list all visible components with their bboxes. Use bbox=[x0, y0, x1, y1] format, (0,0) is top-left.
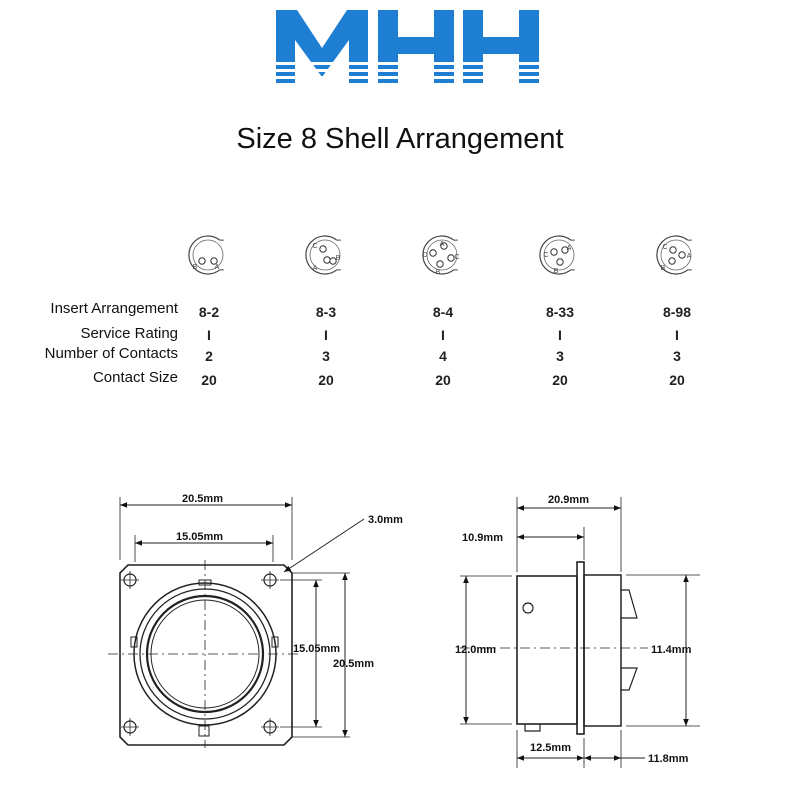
side-knob bbox=[523, 603, 533, 613]
contact-pin bbox=[430, 250, 436, 256]
contact-label: D bbox=[422, 252, 428, 259]
contact-label: A bbox=[686, 253, 692, 260]
contact-label: B bbox=[660, 265, 666, 272]
contact-pin bbox=[199, 258, 205, 264]
connector-face-8-2 bbox=[189, 236, 224, 274]
dim-side-length-rear: 11.8mm bbox=[648, 753, 689, 765]
contact-pin bbox=[324, 257, 330, 263]
cell-size: 20 bbox=[669, 372, 685, 388]
row-label-rating: Service Rating bbox=[80, 325, 178, 342]
contact-label: A bbox=[439, 241, 445, 248]
contact-pin bbox=[557, 259, 563, 265]
logo-stripes bbox=[270, 62, 545, 79]
dim-front-height-outer: 20.5mm bbox=[333, 658, 374, 670]
cell-contacts: 3 bbox=[556, 348, 564, 364]
contact-label: C bbox=[312, 243, 318, 250]
dim-side-height-rear: 11.4mm bbox=[651, 644, 692, 656]
cell-contacts: 2 bbox=[205, 348, 213, 364]
contact-pin bbox=[679, 252, 685, 258]
connector-face-8-4 bbox=[422, 236, 459, 276]
cell-size: 20 bbox=[435, 372, 451, 388]
contact-label: B bbox=[192, 264, 198, 271]
contact-pin bbox=[437, 261, 443, 267]
connector-face-8-98 bbox=[657, 236, 692, 274]
dimension-drawings bbox=[0, 480, 800, 800]
dim-side-length-front: 10.9mm bbox=[462, 532, 503, 544]
contact-label: C bbox=[662, 244, 668, 251]
dim-side-length-total: 20.9mm bbox=[548, 494, 589, 506]
cell-arrangement: 8-2 bbox=[198, 304, 220, 320]
cell-size: 20 bbox=[201, 372, 217, 388]
dim-front-hole: 3.0mm bbox=[368, 514, 403, 526]
cell-contacts: 3 bbox=[322, 348, 330, 364]
cell-arrangement: 8-98 bbox=[662, 304, 692, 320]
logo-letters bbox=[276, 10, 539, 83]
dim-side-height-body: 12.0mm bbox=[455, 644, 496, 656]
cell-rating: I bbox=[675, 327, 679, 343]
cell-contacts: 4 bbox=[439, 348, 447, 364]
contact-pin bbox=[551, 249, 557, 255]
cell-contacts: 3 bbox=[673, 348, 681, 364]
page-title: Size 8 Shell Arrangement bbox=[236, 123, 564, 155]
dim-side-length-body: 12.5mm bbox=[530, 742, 571, 754]
cell-arrangement: 8-33 bbox=[545, 304, 575, 320]
contact-pin bbox=[448, 255, 454, 261]
contact-label: A bbox=[312, 265, 318, 272]
row-label-arrangement: Insert Arrangement bbox=[50, 300, 178, 317]
cell-arrangement: 8-3 bbox=[315, 304, 337, 320]
cell-size: 20 bbox=[552, 372, 568, 388]
dim-front-width-inner: 15.05mm bbox=[176, 531, 224, 543]
contact-label: B bbox=[553, 268, 559, 275]
cell-rating: I bbox=[558, 327, 562, 343]
contact-label: A bbox=[214, 264, 220, 271]
front-view bbox=[108, 497, 364, 748]
contact-label: A bbox=[566, 245, 572, 252]
contact-label: C bbox=[543, 252, 549, 259]
row-label-contacts: Number of Contacts bbox=[44, 345, 178, 362]
cell-rating: I bbox=[441, 327, 445, 343]
side-rear bbox=[584, 575, 621, 726]
side-body bbox=[517, 576, 577, 724]
cell-rating: I bbox=[207, 327, 211, 343]
arrangement-icons bbox=[0, 225, 800, 285]
mhh-logo bbox=[0, 0, 800, 95]
dim-front-width-outer: 20.5mm bbox=[182, 493, 223, 505]
contact-label: C bbox=[454, 254, 460, 261]
dim-front-height-inner: 15.05mm bbox=[293, 643, 341, 655]
connector-face-8-33 bbox=[540, 236, 575, 275]
contact-pin bbox=[669, 258, 675, 264]
cell-size: 20 bbox=[318, 372, 334, 388]
contact-label: B bbox=[435, 269, 441, 276]
connector-face-8-3 bbox=[306, 236, 341, 274]
front-flange bbox=[120, 565, 292, 745]
cell-arrangement: 8-4 bbox=[432, 304, 454, 320]
cell-rating: I bbox=[324, 327, 328, 343]
contact-pin bbox=[670, 247, 676, 253]
contact-pin bbox=[320, 246, 326, 252]
contact-label: B bbox=[335, 255, 341, 262]
row-label-size: Contact Size bbox=[92, 369, 178, 386]
